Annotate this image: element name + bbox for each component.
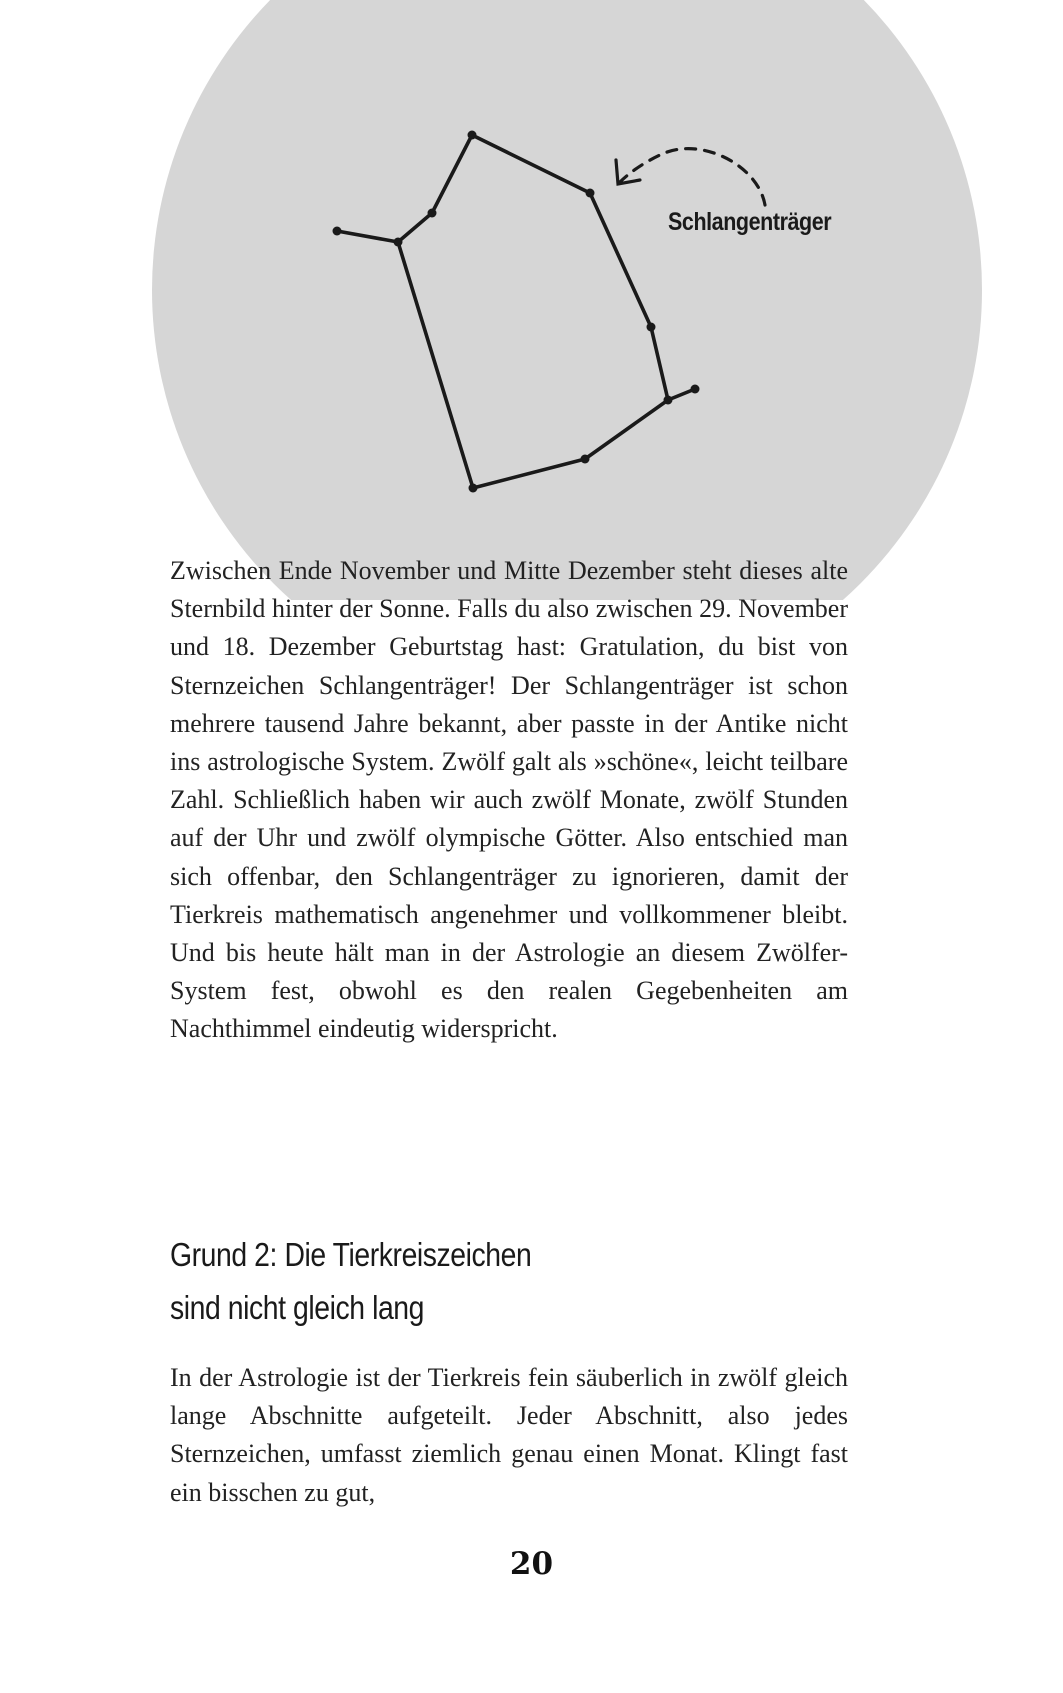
- section-heading: [170, 1228, 531, 1334]
- section-heading-line-2: sind nicht gleich lang: [170, 1289, 425, 1326]
- star: [647, 323, 656, 332]
- star: [664, 396, 673, 405]
- star: [394, 238, 403, 247]
- body-paragraph-1: Zwischen Ende November und Mitte Dezember steht dieses alte Sternbild hinter der Sonne. Falls du also zwischen 29. November und 18. Dezember Geburtstag hast: Gratulation, du bist von Sternzeichen Schlangenträger! Der Schlangenträger ist schon mehrere tausend Jahre bekannt, aber passte in der Antike nicht ins astrologische System. Zwölf galt als »schöne«, leicht teilbare Zahl. Schließlich haben wir auch zwölf Monate, zwölf Stunden auf der Uhr und zwölf olympische Götter. Also entschied man sich offenbar, den Schlangenträger zu ignorieren, damit der Tierkreis mathematisch angenehmer und vollkommener bleibt. Und bis heute hält man in der Astrologie an diesem Zwölfer-System fest, obwohl es den realen Gegebenheiten am Nachthimmel eindeutig widerspricht.: [170, 556, 848, 1044]
- page-number: 20: [509, 1546, 554, 1582]
- star: [428, 209, 437, 218]
- figure-caption: Schlangenträger: [668, 208, 832, 236]
- star: [691, 385, 700, 394]
- body-paragraph-2: In der Astrologie ist der Tierkreis fein säuberlich in zwölf gleich lange Abschnitte aufgeteilt. Jeder Abschnitt, also jedes Sternzeichen, umfasst ziemlich genau einen Monat. Klingt fast ein bisschen zu gut,: [170, 1363, 848, 1507]
- star: [581, 455, 590, 464]
- star: [586, 189, 595, 198]
- section-heading-line-1: Grund 2: Die Tierkreiszeichen: [170, 1236, 532, 1273]
- star: [468, 131, 477, 140]
- star: [469, 484, 478, 493]
- constellation-illustration: [0, 0, 1063, 600]
- background-circle: [152, 0, 982, 600]
- star: [333, 227, 342, 236]
